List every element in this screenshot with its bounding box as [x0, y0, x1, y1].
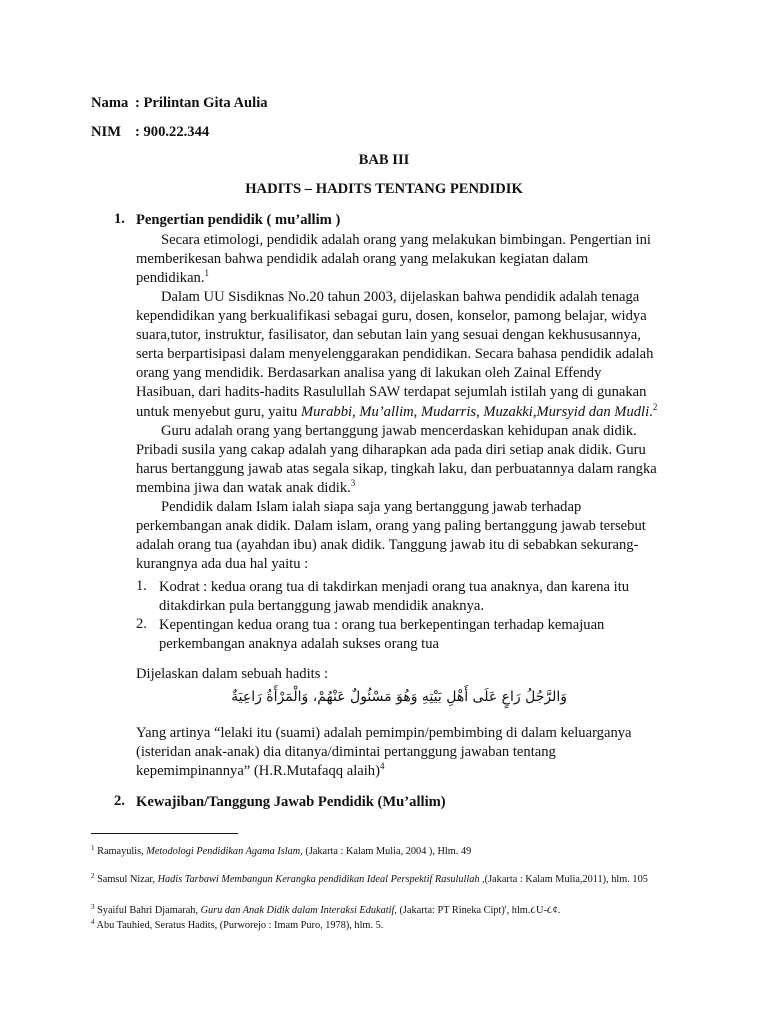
footnote-3: $^3$ Syaiful Bahri Djamarah, Guru dan Anak Didik dalam Interaksi Edukatif, (Jakarta: PT Rineka Cipt)', hlm.૮U-૮¢. — [91, 903, 561, 916]
p2-line-3: suara,tutor, instruktur, fasilisator, dan sebutan lain yang sesuai dengan kekhususannya, — [136, 327, 641, 344]
p1-line-2: memberikesan bahwa pendidik adalah orang yang melakukan kegiatan dalam — [136, 251, 589, 268]
p3-line-4: membina jiwa dan watak anak didik.$^3$ — [136, 478, 356, 497]
section1-heading: Pengertian pendidik ( mu’allim ) — [136, 212, 341, 228]
footnote-2: $^2$ Samsul Nizar, Hadis Tarbawi Membangun Kerangka pendidikan Ideal Perspektif Rasulullah ,(Jakarta : Kalam Mulia,2011), hlm. 105 — [91, 872, 648, 885]
p2-line-5: orang yang mendidik. Berdasarkan analisa yang di lakukan oleh Zainal Effendy — [136, 365, 602, 382]
chapter-title: BAB III — [358, 152, 410, 168]
footnote-1: $^1$ Ramayulis, Metodologi Pendidikan Agama Islam, (Jakarta : Kalam Mulia, 2004 ), Hlm. 49 — [91, 844, 472, 857]
p2-line-1: Dalam UU Sisdiknas No.20 tahun 2003, dijelaskan bahwa pendidik adalah tenaga — [161, 289, 640, 305]
section2-heading: Kewajiban/Tanggung Jawab Pendidik (Mu’allim) — [136, 794, 446, 810]
footnote-ref-4: 4 — [379, 761, 385, 772]
p1-line-1: Secara etimologi, pendidik adalah orang yang melakukan bimbingan. Pengertian ini — [161, 232, 651, 248]
nim-label: NIM — [91, 124, 121, 140]
paragraph-4 — [136, 498, 671, 574]
footnote-4: $^4$ Abu Tauhied, Seratus Hadits, (Purworejo : Imam Puro, 1978), hlm. 5. — [91, 918, 384, 931]
p4-line-3: adalah orang tua (ayahdan ibu) anak didik. Tanggung jawab itu di sebabkan sekurang- — [136, 537, 639, 554]
paragraph-1 — [136, 231, 671, 288]
p2-line-7: untuk menyebut guru, yaitu Murabbi, Mu’allim, Mudarris, Muzakki,Mursyid dan Mudli.$^2$ — [136, 401, 658, 420]
footnote-separator — [91, 833, 238, 834]
paragraph-3 — [136, 422, 671, 498]
p3-line-2: Pribadi susila yang cakap adalah yang diharapkan ada pada diri setiap anak didik. Guru — [136, 442, 646, 459]
hadith-translation: Yang artinya “lelaki itu (suami) adalah pemimpin/pembimbing di dalam keluarganya (isteridan anak-anak) dia ditanya/dimintai pertanggung jawaban tentang kepemimpinannya” (H.R.Mutafaqq alaih)$^4$ — [136, 725, 632, 780]
section2-number: 2. — [114, 793, 125, 809]
p1-line-3: pendidikan.$^1$ — [136, 268, 209, 287]
list-item-2-number: 2. — [136, 616, 147, 632]
p2-line-2: kependidikan yang berkualifikasi sebagai guru, dosen, konselor, pamong belajar, widya — [136, 308, 647, 325]
nim-value: : 900.22.344 — [135, 124, 210, 140]
p4-line-4: kurangnya ada dua hal yaitu : — [136, 556, 309, 573]
arabic-hadith: وَالرَّجُلُ رَاعٍ عَلَى أَهْلِ بَيْتِهِ وَهُوَ مَسْئُولٌ عَنْهُمْ، وَالْمَرْأَةُ رَاعِيَةٌ — [231, 689, 567, 705]
hadith-intro: Dijelaskan dalam sebuah hadits : — [136, 666, 329, 682]
list-item-2: Kepentingan kedua orang tua : orang tua berkepentingan terhadap kemajuan perkembangan anaknya adalah sukses orang tua — [159, 617, 605, 653]
section1-number: 1. — [114, 211, 125, 227]
p2-line-6: Hasibuan, dari hadits-hadits Rasulullah SAW terdapat sejumlah istilah yang di gunakan — [136, 384, 647, 401]
p3-line-3: harus bertanggung jawab atas segala sikap, tingkah laku, dan perbuatannya dalam rangka — [136, 461, 657, 478]
main-title: HADITS – HADITS TENTANG PENDIDIK — [245, 181, 523, 197]
p2-line-4: serta berpartisipasi dalam menyelenggarakan pendidikan. Secara bahasa pendidik adalah — [136, 346, 654, 363]
footnote-ref-1: 1 — [204, 268, 209, 279]
paragraph-2 — [136, 288, 671, 422]
teacher-terms: Murabbi, Mu’allim, Mudarris, Muzakki,Mursyid dan Mudli — [300, 403, 650, 420]
list-item-1-number: 1. — [136, 578, 147, 594]
list-item-1: Kodrat : kedua orang tua di takdirkan menjadi orang tua anaknya, dan karena itu ditakdirkan pula bertanggung jawab mendidik anaknya. — [159, 579, 630, 615]
p4-line-2: perkembangan anak didik. Dalam islam, orang yang paling bertanggung jawab tersebut — [136, 518, 646, 535]
p4-line-1: Pendidik dalam Islam ialah siapa saja yang bertanggung jawab terhadap — [161, 499, 582, 515]
footnote-ref-3: 3 — [350, 478, 356, 489]
p3-line-1: Guru adalah orang yang bertanggung jawab mencerdaskan kehidupan anak didik. — [161, 423, 637, 439]
nama-label: Nama — [91, 95, 129, 111]
footnote-ref-2: 2 — [652, 401, 658, 412]
nama-value: : Prilintan Gita Aulia — [135, 95, 268, 111]
